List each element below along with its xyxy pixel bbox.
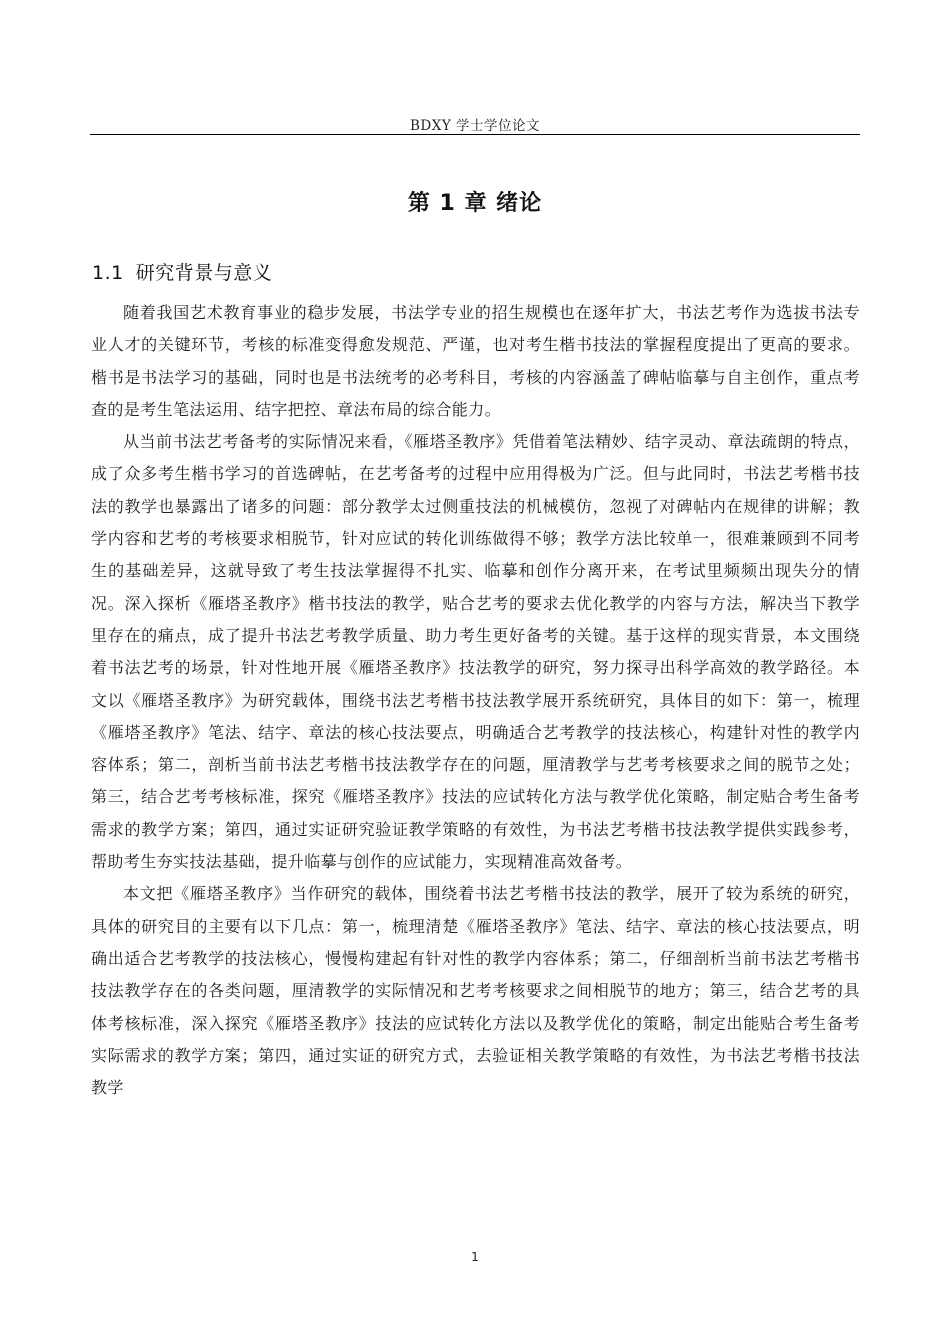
section-number: 1.1 <box>92 262 124 284</box>
section-heading <box>92 258 272 285</box>
section-title: 研究背景与意义 <box>135 262 273 284</box>
header-rule <box>90 134 860 135</box>
paragraph: 随着我国艺术教育事业的稳步发展，书法学专业的招生规模也在逐年扩大，书法艺考作为选拔书法专业人才的关键环节，考核的标准变得愈发规范、严谨，也对考生楷书技法的掌握程度提出了更高的要求。楷书是书法学习的基础，同时也是书法统考的必考科目，考核的内容涵盖了碑帖临摹与自主创作，重点考查的是考生笔法运用、结字把控、章法布局的综合能力。 <box>91 303 860 419</box>
paragraph: 从当前书法艺考备考的实际情况来看，《雁塔圣教序》凭借着笔法精妙、结字灵动、章法疏朗的特点，成了众多考生楷书学习的首选碑帖，在艺考备考的过程中应用得极为广泛。但与此同时，书法艺考楷书技法的教学也暴露出了诸多的问题：部分教学太过侧重技法的机械模仿，忽视了对碑帖内在规律的讲解；教学内容和艺考的考核要求相脱节，针对应试的转化训练做得不够；教学方法比较单一，很难兼顾到不同考生的基础差异，这就导致了考生技法掌握得不扎实、临摹和创作分离开来，在考试里频频出现失分的情况。深入探析《雁塔圣教序》楷书技法的教学，贴合艺考的要求去优化教学的内容与方法，解决当下教学里存在的痛点，成了提升书法艺考教学质量、助力考生更好备考的关键。基于这样的现实背景，本文围绕着书法艺考的场景，针对性地开展《雁塔圣教序》技法教学的研究，努力探寻出科学高效的教学路径。本文以《雁塔圣教序》为研究载体，围绕书法艺考楷书技法教学展开系统研究，具体目的如下：第一，梳理《雁塔圣教序》笔法、结字、章法的核心技法要点，明确适合艺考教学的技法核心，构建针对性的教学内容体系；第二，剖析当前书法艺考楷书技法教学存在的问题，厘清教学与艺考考核要求之间的脱节之处；第三，结合艺考考核标准，探究《雁塔圣教序》技法的应试转化方法与教学优化策略，制定贴合考生备考需求的教学方案；第四，通过实证研究验证教学策略的有效性，为书法艺考楷书技法教学提供实践参考，帮助考生夯实技法基础，提升临摹与创作的应试能力，实现精准高效备考。 <box>91 432 860 872</box>
paragraph: 本文把《雁塔圣教序》当作研究的载体，围绕着书法艺考楷书技法的教学，展开了较为系统的研究，具体的研究目的主要有以下几点：第一，梳理清楚《雁塔圣教序》笔法、结字、章法的核心技法要点，明确出适合艺考教学的技法核心，慢慢构建起有针对性的教学内容体系；第二，仔细剖析当前书法艺考楷书技法教学存在的各类问题，厘清教学的实际情况和艺考考核要求之间相脱节的地方；第三，结合艺考的具体考核标准，深入探究《雁塔圣教序》技法的应试转化方法以及教学优化的策略，制定出能贴合考生备考实际需求的教学方案；第四，通过实证的研究方式，去验证相关教学策略的有效性，为书法艺考楷书技法教学 <box>91 884 860 1098</box>
body-text <box>91 297 860 1104</box>
page-number: 1 <box>471 1250 479 1264</box>
chapter-title: 第 1 章 绪论 <box>407 191 543 216</box>
running-header: BDXY 学士学位论文 <box>409 118 541 134</box>
